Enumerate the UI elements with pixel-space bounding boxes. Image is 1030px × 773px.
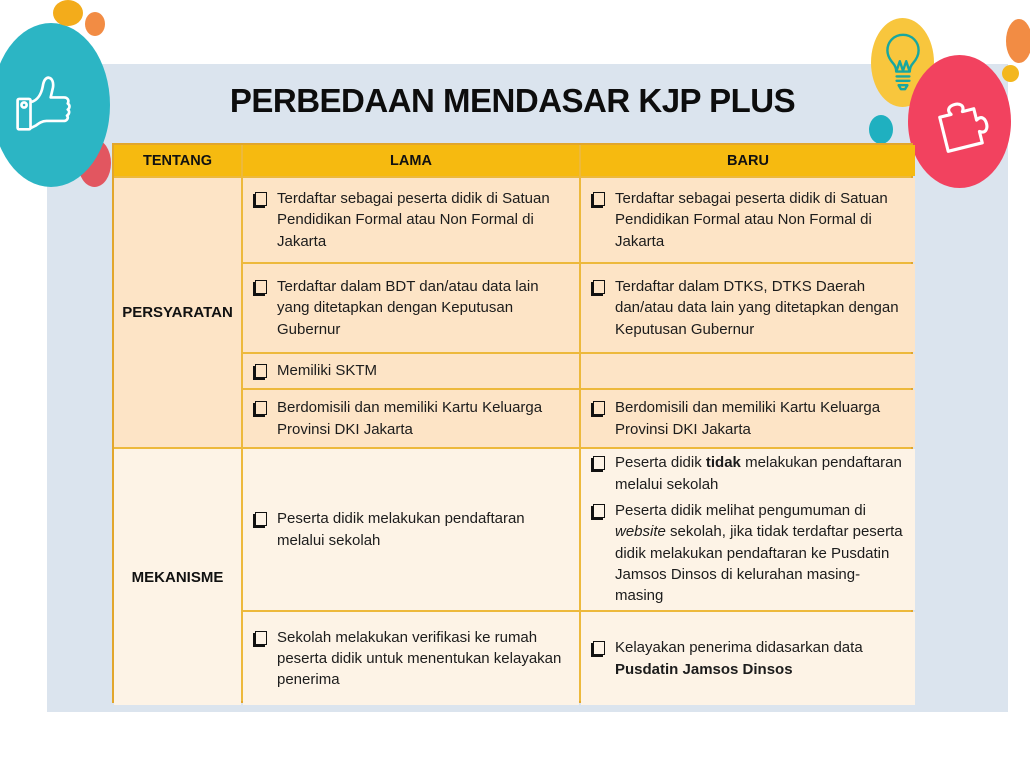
slide-title: PERBEDAAN MENDASAR KJP PLUS	[229, 82, 796, 119]
bullet-item	[593, 637, 903, 680]
checkbox-bullet-icon	[255, 280, 267, 294]
bullet-text	[615, 500, 903, 606]
bullet-text	[615, 637, 903, 680]
bullet-item	[593, 452, 903, 495]
small-yellow-dot-decoration	[1002, 65, 1019, 82]
cell-persyaratan-1-baru	[581, 178, 915, 262]
bullet-text: Memiliki SKTM	[277, 362, 377, 380]
thumbs-up-icon	[10, 67, 86, 143]
bullet-text: Berdomisili dan memiliki Kartu Keluarga Provinsi DKI Jakarta	[615, 399, 881, 438]
bullet-item	[255, 276, 567, 340]
mekanisme-label: MEKANISME	[131, 568, 224, 586]
text-segment: Kelayakan penerima didasarkan data	[615, 639, 863, 657]
bullet-item	[593, 500, 903, 606]
bullet-item	[593, 276, 903, 340]
text-segment: sekolah, jika tidak terdaftar peserta didik melakukan pendaftaran ke Pusdatin Jamsos Dinsos di kelurahan masing-masing	[615, 523, 903, 605]
header-lama-label: LAMA	[390, 152, 432, 169]
bullet-text: Terdaftar dalam DTKS, DTKS Daerah dan/atau data lain yang ditetapkan dengan Keputusan Gubernur	[615, 278, 899, 338]
text-segment-italic: website	[615, 523, 666, 541]
cell-persyaratan-4-baru	[581, 390, 915, 447]
checkbox-bullet-icon	[255, 192, 267, 206]
checkbox-bullet-icon	[593, 456, 605, 470]
bullet-item	[593, 397, 903, 440]
bullet-text: Terdaftar sebagai peserta didik di Satuan Pendidikan Formal atau Non Formal di Jakarta	[277, 190, 550, 250]
checkbox-bullet-icon	[255, 401, 267, 415]
text-segment-bold: tidak	[705, 454, 741, 472]
checkbox-bullet-icon	[593, 401, 605, 415]
cell-persyaratan-2-lama	[243, 264, 579, 352]
text-segment: melakukan pendaftaran melalui sekolah	[615, 454, 902, 493]
row-group-persyaratan	[114, 178, 241, 447]
bullet-text: Terdaftar dalam BDT dan/atau data lain yang ditetapkan dengan Keputusan Gubernur	[277, 278, 539, 338]
cell-persyaratan-3-baru-empty	[581, 354, 915, 388]
bullet-item	[255, 360, 567, 381]
checkbox-bullet-icon	[255, 512, 267, 526]
cell-mekanisme-1-lama	[243, 449, 579, 610]
pink-circle-decoration	[908, 55, 1011, 188]
bullet-text: Sekolah melakukan verifikasi ke rumah peserta didik untuk menentukan kelayakan penerima	[277, 628, 562, 689]
cell-persyaratan-3-lama	[243, 354, 579, 388]
orange-ellipse-decoration	[1006, 19, 1030, 63]
bullet-text: Terdaftar sebagai peserta didik di Satuan Pendidikan Formal atau Non Formal di Jakarta	[615, 190, 888, 250]
checkbox-bullet-icon	[593, 641, 605, 655]
text-segment: Peserta didik	[615, 454, 706, 472]
checkbox-bullet-icon	[255, 631, 267, 645]
puzzle-piece-icon	[914, 75, 1009, 170]
header-baru	[581, 145, 915, 176]
bullet-item	[593, 188, 903, 252]
header-tentang-label: TENTANG	[142, 152, 212, 169]
row-group-mekanisme	[114, 449, 241, 705]
text-segment: Peserta didik melihat pengumuman di	[615, 502, 866, 520]
orange-dot-decoration	[85, 12, 105, 36]
checkbox-bullet-icon	[593, 192, 605, 206]
header-lama	[243, 145, 579, 176]
text-segment-bold: Pusdatin Jamsos Dinsos	[615, 660, 793, 678]
bullet-text: Berdomisili dan memiliki Kartu Keluarga Provinsi DKI Jakarta	[277, 399, 543, 438]
bullet-text: Peserta didik melakukan pendaftaran melalui sekolah	[277, 510, 525, 549]
checkbox-bullet-icon	[593, 280, 605, 294]
checkbox-bullet-icon	[593, 504, 605, 518]
cell-persyaratan-4-lama	[243, 390, 579, 447]
cell-persyaratan-1-lama	[243, 178, 579, 262]
cell-mekanisme-2-lama	[243, 612, 579, 705]
bullet-item	[255, 627, 567, 691]
comparison-table	[112, 143, 913, 703]
checkbox-bullet-icon	[255, 364, 267, 378]
yellow-dot-decoration	[53, 0, 83, 26]
header-tentang	[114, 145, 241, 176]
bullet-item	[255, 397, 567, 440]
bullet-item	[255, 188, 567, 252]
cell-persyaratan-2-baru	[581, 264, 915, 352]
persyaratan-label: PERSYARATAN	[122, 304, 233, 321]
bullet-item	[255, 508, 567, 551]
bullet-text	[615, 452, 903, 495]
header-baru-label: BARU	[727, 152, 769, 169]
cell-mekanisme-1-baru	[581, 449, 915, 610]
cell-mekanisme-2-baru	[581, 612, 915, 705]
